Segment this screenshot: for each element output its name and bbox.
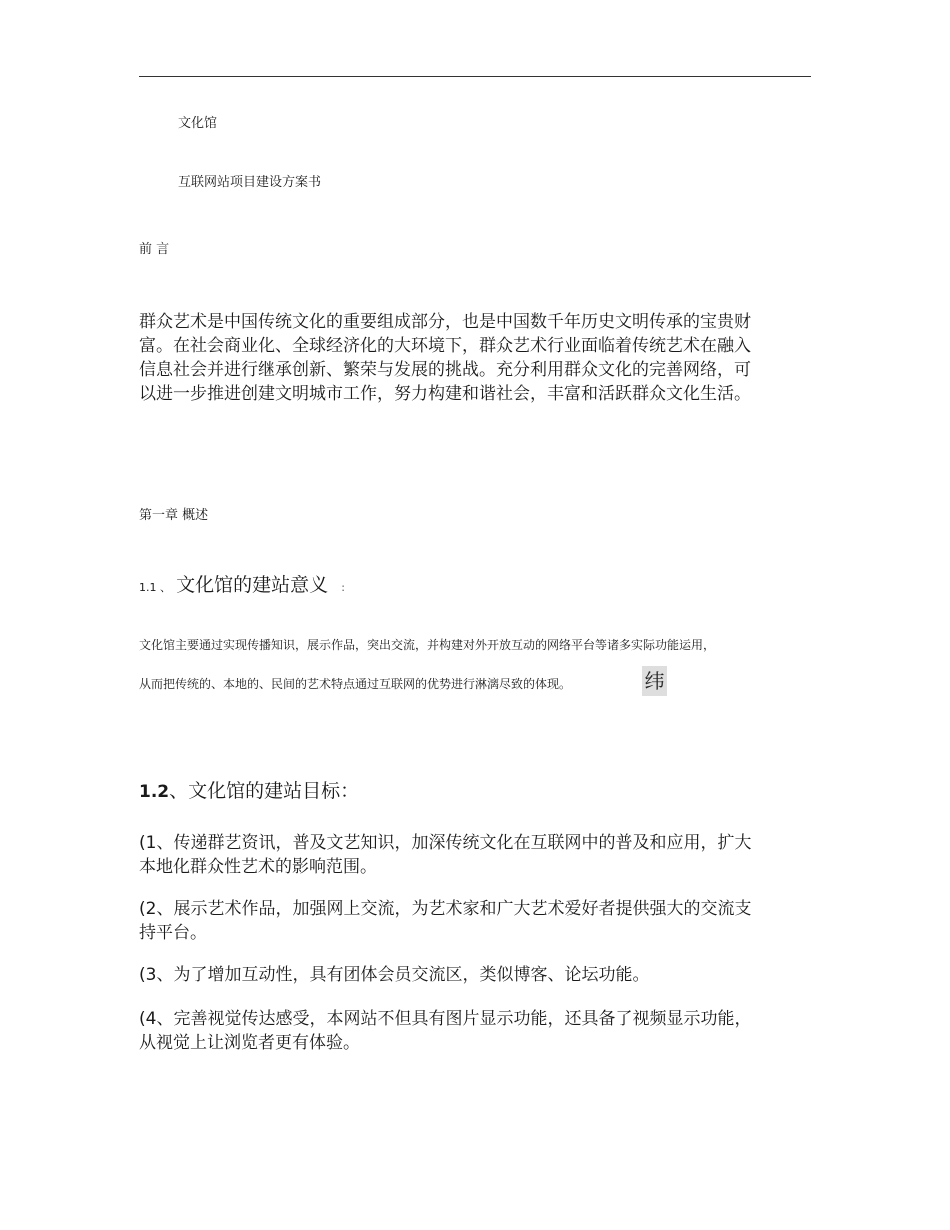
goal-line: (3、为了增加互动性，具有团体会员交流区，类似博客、论坛功能。 [139, 965, 650, 985]
goal-line: (1、传递群艺资讯，普及文艺知识，加深传统文化在互联网中的普及和应用，扩大 [139, 833, 752, 853]
chapter-1-heading: 第一章 概述 [139, 508, 209, 523]
title-main: 互联网站项目建设方案书 [178, 175, 322, 190]
stamp-glyph: 纬 [642, 666, 667, 696]
goal-item-2 [139, 897, 779, 945]
preface-line: 富。在社会商业化、全球经济化的大环境下，群众艺术行业面临着传统艺术在融入 [139, 336, 751, 356]
goal-line: (4、完善视觉传达感受，本网站不但具有图片显示功能，还具备了视频显示功能， [139, 1009, 752, 1029]
section-1-1-number: 1.1 、 [139, 581, 171, 594]
section-1-1-title: 文化馆的建站意义 [176, 574, 329, 596]
section-1-1-heading [139, 572, 345, 598]
section-1-1-line: 文化馆主要通过实现传播知识，展示作品，突出交流，并构建对外开放互动的网络平台等诸多实际功能运用， [139, 638, 716, 652]
preface-line: 以进一步推进创建文明城市工作，努力构建和谐社会，丰富和活跃群众文化生活。 [139, 384, 751, 404]
preface-line: 群众艺术是中国传统文化的重要组成部分，也是中国数千年历史文明传承的宝贵财 [139, 312, 751, 332]
goal-item-1 [139, 831, 779, 879]
goal-line: 从视觉上让浏览者更有体验。 [139, 1033, 360, 1053]
section-1-2-heading [139, 778, 359, 804]
preface-line: 信息社会并进行继承创新、繁荣与发展的挑战。充分利用群众文化的完善网络，可 [139, 360, 751, 380]
goal-item-3 [139, 963, 779, 987]
section-1-2-title: 、文化馆的建站目标： [169, 780, 360, 802]
preface-heading: 前 言 [139, 242, 170, 257]
section-1-2-number: 1.2 [139, 782, 170, 802]
section-1-1-colon: : [341, 581, 345, 594]
goal-item-4 [139, 1007, 779, 1055]
preface-paragraph [139, 310, 779, 406]
header-rule [139, 76, 811, 77]
section-1-1-line: 从而把传统的、本地的、民间的艺术特点通过互联网的优势进行淋漓尽致的体现。 [139, 677, 572, 691]
goal-line: 持平台。 [139, 923, 207, 943]
goal-line: (2、展示艺术作品，加强网上交流，为艺术家和广大艺术爱好者提供强大的交流支 [139, 899, 752, 919]
title-org: 文化馆 [178, 116, 218, 131]
goal-line: 本地化群众性艺术的影响范围。 [139, 857, 377, 877]
